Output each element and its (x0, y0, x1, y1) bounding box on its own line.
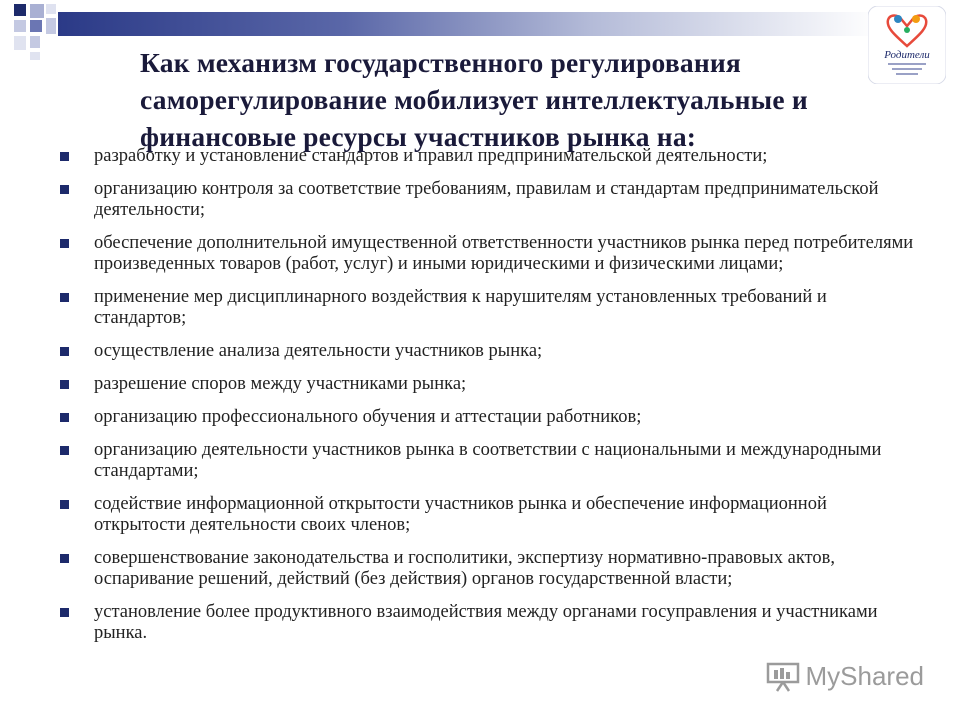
bullet-text: разрешение споров между участниками рынка; (94, 374, 467, 394)
list-item (60, 374, 920, 395)
bullet-text: установление более продуктивного взаимодействия между органами госуправления и участниками рынка. (94, 602, 878, 643)
bullet-square-icon (60, 608, 69, 617)
watermark (766, 661, 925, 692)
list-item (60, 602, 920, 644)
logo-text: Родители (884, 49, 930, 61)
bullet-square-icon (60, 239, 69, 248)
bullet-text: осуществление анализа деятельности участников рынка; (94, 341, 543, 361)
bullet-text: организацию деятельности участников рынка в соответствии с национальными и международными стандартами; (94, 440, 882, 481)
list-item (60, 179, 920, 221)
bullet-square-icon (60, 500, 69, 509)
bullet-text: разработку и установление стандартов и правил предпринимательской деятельности; (94, 146, 768, 166)
list-item (60, 494, 920, 536)
slide-title: Как механизм государственного регулирования саморегулирование мобилизует интеллектуальные и финансовые ресурсы участников рынка на: (140, 47, 808, 152)
list-item (60, 341, 920, 362)
watermark-text: MyShared (805, 661, 924, 691)
list-item (60, 548, 920, 590)
bullet-square-icon (60, 185, 69, 194)
bullet-square-icon (60, 347, 69, 356)
bullet-square-icon (60, 293, 69, 302)
bullet-list (60, 146, 920, 656)
bullet-square-icon (60, 446, 69, 455)
bullet-square-icon (60, 554, 69, 563)
bullet-square-icon (60, 152, 69, 161)
bullet-text: содействие информационной открытости участников рынка и обеспечение информационной открытости деятельности своих членов; (94, 494, 827, 535)
list-item (60, 233, 920, 275)
bullet-text: применение мер дисциплинарного воздействия к нарушителям установленных требований и стандартов; (94, 287, 827, 328)
list-item (60, 440, 920, 482)
presentation-icon (766, 662, 800, 692)
list-item (60, 146, 920, 167)
bullet-text: совершенствование законодательства и госполитики, экспертизу нормативно-правовых актов, оспаривание решений, действий (без действия) органов государственной власти; (94, 548, 836, 589)
list-item (60, 407, 920, 428)
list-item (60, 287, 920, 329)
bullet-text: организацию контроля за соответствие требованиям, правилам и стандартам предпринимательской деятельности; (94, 179, 879, 220)
header-band (58, 12, 878, 36)
bullet-square-icon (60, 413, 69, 422)
bullet-text: обеспечение дополнительной имущественной ответственности участников рынка перед потребителями произведенных товаров (работ, услуг) и иными юридическими и физическими лицами; (94, 233, 914, 274)
bullet-square-icon (60, 380, 69, 389)
bullet-text: организацию профессионального обучения и аттестации работников; (94, 407, 642, 427)
